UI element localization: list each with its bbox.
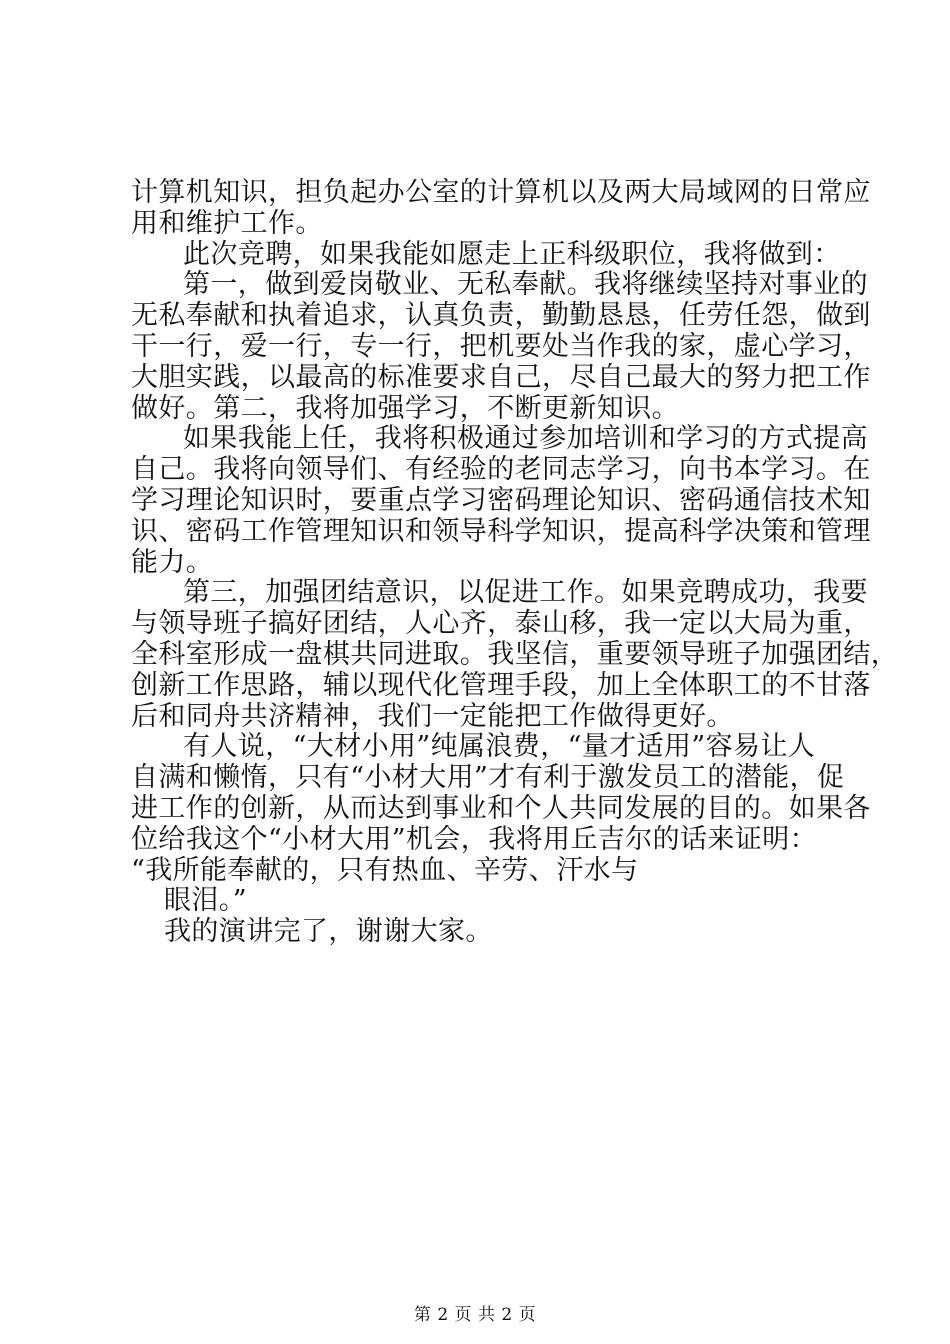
text-line: 识、密码工作管理知识和领导科学知识，提高科学决策和管理	[131, 515, 871, 547]
document-body	[131, 177, 899, 948]
text-line: 做好。第二，我将加强学习，不断更新知识。	[131, 392, 679, 424]
text-line: 第一，做到爱岗敬业、无私奉献。我将继续坚持对事业的	[183, 269, 868, 301]
text-line: 大胆实践，以最高的标准要求自己，尽自己最大的努力把工作	[131, 361, 871, 393]
text-line: 此次竞聘，如果我能如愿走上正科级职位，我将做到：	[183, 238, 841, 270]
text-line: 我的演讲完了，谢谢大家。	[164, 916, 493, 948]
text-line: 与领导班子搞好团结，人心齐，泰山移，我一定以大局为重，	[131, 608, 871, 640]
text-line: 计算机知识，担负起办公室的计算机以及两大局域网的日常应	[131, 177, 871, 208]
text-line: “我所能奉献的，只有热血、辛劳、汗水与	[131, 854, 639, 886]
text-line: 学习理论知识时，要重点学习密码理论知识、密码通信技术知	[131, 484, 871, 516]
text-line: 用和维护工作。	[131, 207, 323, 239]
text-line: 有人说，“大材小用”纯属浪费，“量才适用”容易让人	[183, 731, 816, 763]
text-line: 如果我能上任，我将积极通过参加培训和学习的方式提高	[183, 423, 868, 455]
text-line: 创新工作思路，辅以现代化管理手段，加上全体职工的不甘落	[131, 669, 871, 701]
page-number-footer: 第 2 页 共 2 页	[413, 1305, 537, 1325]
text-line: 眼泪。”	[164, 885, 247, 917]
text-line: 后和同舟共济精神，我们一定能把工作做得更好。	[131, 700, 734, 732]
text-line: 自己。我将向领导们、有经验的老同志学习，向书本学习。在	[131, 454, 871, 486]
text-line: 位给我这个“小材大用”机会，我将用丘吉尔的话来证明：	[131, 823, 818, 855]
text-line: 全科室形成一盘棋共同进取。我坚信，重要领导班子加强团结，	[131, 638, 899, 670]
text-line: 无私奉献和执着追求，认真负责，勤勤恳恳，任劳任怨，做到	[131, 300, 871, 332]
text-line: 自满和懒惰，只有“小材大用”才有利于激发员工的潜能，促	[131, 762, 845, 794]
text-line: 第三，加强团结意识，以促进工作。如果竞聘成功，我要	[183, 577, 868, 609]
text-line: 进工作的创新，从而达到事业和个人共同发展的目的。如果各	[131, 792, 871, 824]
text-line: 干一行，爱一行，专一行，把机要处当作我的家，虚心学习，	[131, 330, 871, 362]
text-line: 能力。	[131, 546, 214, 578]
